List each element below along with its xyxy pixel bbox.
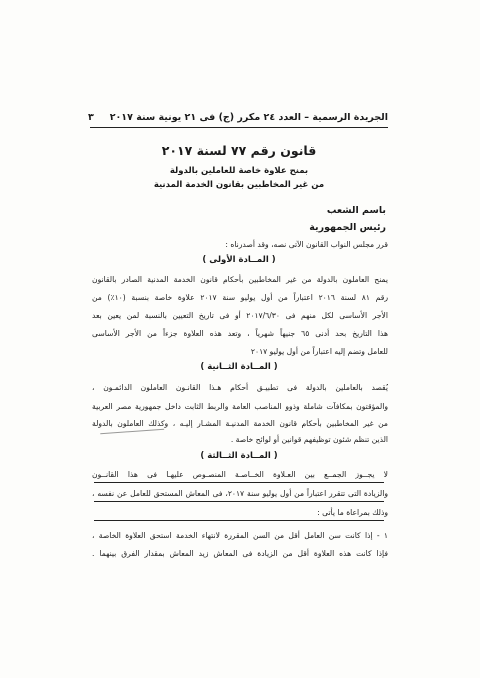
article-1-line: للعامل وتضم إليه اعتباراً من أول يوليو ٢٠١٧ [250,347,388,356]
article-2-line: من غير المخاطبين بأحكام قانون الخدمة المدنيـة المشـار إليـه ، وكذلك العاملون بالدولة [92,419,388,428]
article-1-heading: ( المــادة الأولى ) [202,255,276,265]
article-1-line: الأجر الأساسى لكل منهم فى ٢٠١٧/٦/٣٠ أو فى تاريخ التعيين بالنسبة لمن يعين بعد [92,311,388,320]
article-2-line: يُقصد بالعاملين بالدولة فى تطبيـق أحكام هـذا القانـون العاملون الدائمـون ، [92,383,388,392]
article-1-line: رقم ٨١ لسنة ٢٠١٦ اعتباراً من أول يوليو سنة ٢٠١٧ علاوة خاصة بنسبة (١٠٪) من [92,293,388,302]
article-3-line: والزيادة التى تتقرر اعتباراً من أول يوليو سنة ٢٠١٧، فى المعاش المستحق للعامل عن نفسه ، [92,489,388,498]
article-2-line: الذين تنظم شئون توظيفهم قوانين أو لوائح خاصة . [230,435,388,444]
preamble-decree: قرر مجلس النواب القانون الآتى نصه، وقد أصدرناه : [225,240,388,249]
preamble-president: رئيس الجمهورية [309,222,386,233]
article-1-line: هذا التاريخ بحد أدنى ٦٥ جنيهاً شهرياً ، وتعد هذه العلاوة جزءاً من الأجر الأساسى [92,329,388,338]
page-number: ٣ [88,111,94,123]
article-1-line: يمنح العاملون بالدولة من غير المخاطبين بأحكام قانون الخدمة المدنية الصادر بالقانون [92,275,388,284]
law-title: قانون رقم ٧٧ لسنة ٢٠١٧ [161,143,317,158]
article-3-clause: ١ - إذا كانت سن العامل أقل من السن المقررة لانتهاء الخدمة استحق العلاوة الخاصة ، [92,531,388,540]
article-3-heading: ( المــادة الثــالثة ) [200,451,278,461]
highlight-underline [94,482,384,483]
article-2-line: والمؤقتون بمكافآت شاملة وذوو المناصب العامة والربط الثابت داخل جمهورية مصر العربية [92,402,388,411]
article-3-clause: فإذا كانت هذه العلاوة أقل من الزيادة فى المعاش زيد المعاش بمقدار الفرق بينهما . [92,549,388,558]
article-3-line: لا يجــوز الجمــع بين العـلاوة الخــاصـة المنصـوص عليهـا فى هذا القانــون [92,470,388,479]
publication-line: الجريدة الرسمية – العدد ٢٤ مكرر (ج) فى ٢١ يونية سنة ٢٠١٧ [109,111,388,123]
preamble-people: باسم الشعب [326,205,386,216]
law-subtitle-1: بمنح علاوة خاصة للعاملين بالدولة [169,166,309,176]
header-rule [90,127,388,128]
law-subtitle-2: من غير المخاطبين بقانون الخدمة المدنية [153,180,325,190]
highlight-underline [94,501,384,502]
article-3-line: وذلك بمراعاة ما يأتى : [317,508,388,517]
article-2-heading: ( المــادة الثــانية ) [200,362,278,372]
page-header [88,110,388,124]
highlight-underline [94,520,384,521]
